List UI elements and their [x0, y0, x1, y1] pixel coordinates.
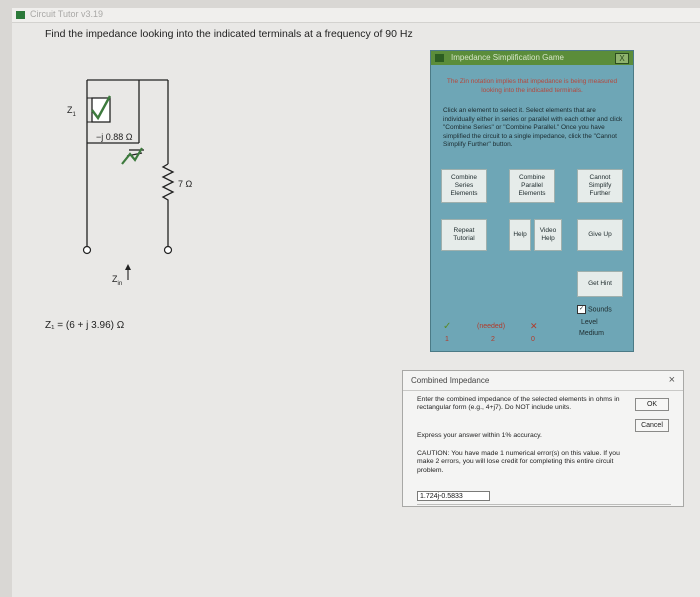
game-instructions: Click an element to select it. Select elements that are individually either in series or parallel with each other and click "Combine Series" or "Combine Parallel." Once you have simplified the circuit to a single impedance, click the "Cannot Simplify Further" button.: [443, 107, 623, 149]
game-close-button[interactable]: X: [615, 53, 629, 64]
resistor-label: 7 Ω: [178, 179, 193, 189]
circuit-tutor-window: [12, 8, 700, 597]
correct-check-icon: ✓: [443, 321, 452, 332]
cannot-simplify-button[interactable]: Cannot Simplify Further: [577, 169, 623, 203]
get-hint-button[interactable]: Get Hint: [577, 271, 623, 297]
video-help-button[interactable]: Video Help: [534, 219, 562, 251]
dialog-instruction: Enter the combined impedance of the selected elements in ohms in rectangular form (e.g., 4+j7). Do NOT include units.: [417, 396, 620, 412]
combined-impedance-dialog: [402, 370, 684, 507]
correct-count: 1: [445, 336, 449, 343]
combine-parallel-button[interactable]: Combine Parallel Elements: [509, 169, 555, 203]
z1-answer: Z₁ = (6 + j 3.96) Ω: [45, 320, 125, 331]
game-titlebar: [431, 51, 633, 65]
circuit-diagram: [32, 68, 262, 358]
sounds-checkbox-icon: ✓: [578, 306, 585, 312]
sounds-toggle[interactable]: [577, 305, 612, 314]
ok-button[interactable]: OK: [635, 398, 669, 411]
game-app-icon: [435, 54, 444, 62]
repeat-tutorial-button[interactable]: Repeat Tutorial: [441, 219, 487, 251]
sounds-label: Sounds: [587, 306, 612, 314]
cancel-button[interactable]: Cancel: [635, 419, 669, 432]
game-title: Impedance Simplification Game: [451, 53, 564, 62]
window-title: Circuit Tutor v3.19: [30, 9, 104, 19]
help-button[interactable]: Help: [509, 219, 531, 251]
wrong-x-icon: ✕: [530, 321, 538, 331]
level-label: Level: [581, 319, 598, 326]
dialog-bottom-line: [417, 504, 671, 505]
app-icon: [16, 11, 25, 19]
dialog-divider: [403, 390, 683, 391]
capacitor-label: −j 0.88 Ω: [96, 132, 133, 142]
problem-statement: Find the impedance looking into the indicated terminals at a frequency of 90 Hz: [45, 28, 413, 40]
dialog-caution: CAUTION: You have made 1 numerical error(s) on this value. If you make 2 errors, you will lose credit for completing this entire circuit problem.: [417, 450, 620, 474]
z1-label: $Z_1$: [67, 105, 76, 118]
impedance-game-panel: [430, 50, 634, 352]
combine-series-button[interactable]: Combine Series Elements: [441, 169, 487, 203]
needed-label: (needed): [477, 323, 506, 330]
level-value[interactable]: Medium: [579, 330, 604, 337]
dialog-title: Combined Impedance: [411, 376, 490, 385]
window-titlebar: [12, 8, 700, 23]
give-up-button[interactable]: Give Up: [577, 219, 623, 251]
needed-count: 2: [491, 336, 495, 343]
zin-label: $Z_{in}$: [112, 274, 123, 287]
zin-notation-note: The Zin notation implies that impedance is being measured looking into the indicated terminals.: [446, 78, 618, 94]
dialog-accuracy-note: Express your answer within 1% accuracy.: [417, 432, 542, 439]
dialog-close-icon[interactable]: ×: [668, 374, 675, 386]
wrong-count: 0: [531, 336, 535, 343]
impedance-input[interactable]: 1.724j-0.5833: [417, 491, 490, 501]
